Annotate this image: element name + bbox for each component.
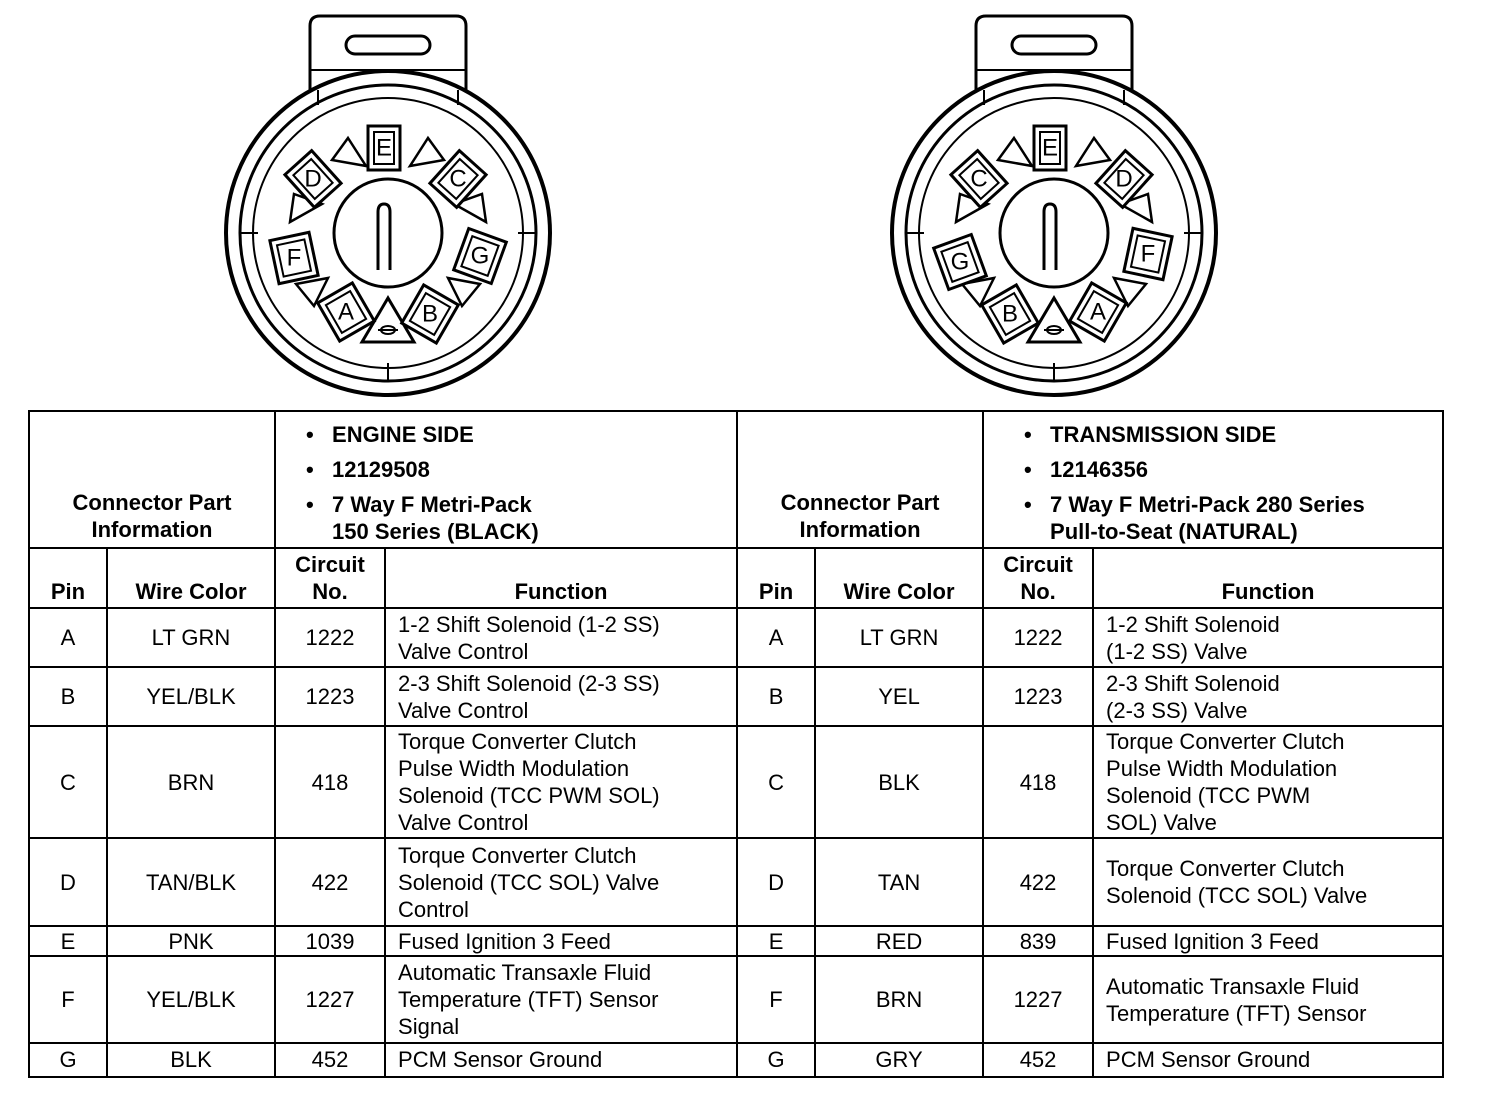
header-circuit-no: Circuit No. bbox=[275, 548, 385, 608]
function-line: (2-3 SS) Valve bbox=[1106, 697, 1248, 723]
function-line: Solenoid (TCC PWM bbox=[1106, 783, 1311, 809]
pin-rows bbox=[29, 608, 1443, 1077]
function-line: PCM Sensor Ground bbox=[1106, 1047, 1311, 1073]
pin-label-b: B bbox=[421, 300, 439, 328]
function-line: Valve Control bbox=[398, 810, 529, 836]
pin-label-g: G bbox=[950, 248, 970, 276]
pin-label-d: D bbox=[304, 165, 322, 193]
function-line: Signal bbox=[398, 1014, 460, 1040]
column-header-row bbox=[29, 548, 1443, 608]
function-line: Fused Ignition 3 Feed bbox=[398, 928, 611, 954]
function-cell bbox=[385, 608, 737, 667]
function-line: Torque Converter Clutch bbox=[398, 842, 637, 868]
function-line: Solenoid (TCC SOL) Valve bbox=[1106, 883, 1368, 909]
function-line: Control bbox=[398, 896, 469, 922]
header-wire-color: Wire Color bbox=[107, 548, 275, 608]
wire-color-cell: RED bbox=[815, 926, 983, 956]
pin-label-a: A bbox=[337, 298, 355, 326]
pin-cell: B bbox=[737, 667, 815, 726]
function-cell bbox=[1093, 726, 1443, 838]
wire-color-cell: YEL/BLK bbox=[107, 667, 275, 726]
function-line: Temperature (TFT) Sensor bbox=[1106, 1000, 1367, 1026]
function-cell bbox=[1093, 926, 1443, 956]
engine-side-connector-drawing bbox=[218, 8, 558, 398]
function-line: PCM Sensor Ground bbox=[398, 1047, 603, 1073]
wire-color-cell: LT GRN bbox=[815, 608, 983, 667]
function-cell bbox=[1093, 1043, 1443, 1077]
function-line: Valve Control bbox=[398, 638, 529, 664]
circuit-cell: 452 bbox=[983, 1043, 1093, 1077]
pin-cell: A bbox=[737, 608, 815, 667]
pin-label-b: B bbox=[1001, 300, 1019, 328]
function-cell bbox=[385, 726, 737, 838]
circuit-cell: 839 bbox=[983, 926, 1093, 956]
function-cell bbox=[1093, 608, 1443, 667]
pin-label-f: F bbox=[286, 244, 302, 272]
transmission-side-info bbox=[983, 411, 1443, 548]
circuit-cell: 422 bbox=[275, 838, 385, 926]
header-pin: Pin bbox=[737, 548, 815, 608]
transmission-side-connector-drawing bbox=[884, 8, 1224, 398]
function-line: 2-3 Shift Solenoid (2-3 SS) bbox=[398, 670, 660, 696]
table-row bbox=[29, 838, 1443, 926]
function-line: Pulse Width Modulation bbox=[1106, 756, 1338, 782]
pin-cell: D bbox=[29, 838, 107, 926]
function-cell bbox=[385, 667, 737, 726]
wire-color-cell: PNK bbox=[107, 926, 275, 956]
function-line: Automatic Transaxle Fluid bbox=[1106, 973, 1360, 999]
pin-label-g: G bbox=[470, 242, 490, 270]
info-item: • 12129508 bbox=[306, 456, 730, 483]
engine-side-connector-diagram bbox=[218, 8, 558, 398]
pin-cell: G bbox=[737, 1043, 815, 1077]
pin-cell: F bbox=[737, 956, 815, 1042]
circuit-cell: 1223 bbox=[275, 667, 385, 726]
function-line: 1-2 Shift Solenoid (1-2 SS) bbox=[398, 611, 660, 637]
pin-label-e: E bbox=[375, 134, 393, 162]
wire-color-cell: BRN bbox=[107, 726, 275, 838]
engine-side-info bbox=[275, 411, 737, 548]
wire-color-cell: BRN bbox=[815, 956, 983, 1042]
pin-cell: C bbox=[737, 726, 815, 838]
circuit-cell: 452 bbox=[275, 1043, 385, 1077]
function-line: Valve Control bbox=[398, 697, 529, 723]
wire-color-cell: TAN/BLK bbox=[107, 838, 275, 926]
circuit-cell: 1223 bbox=[983, 667, 1093, 726]
table-row bbox=[29, 726, 1443, 838]
function-cell bbox=[385, 956, 737, 1042]
table-row bbox=[29, 1043, 1443, 1077]
circuit-cell: 418 bbox=[983, 726, 1093, 838]
pinout-table bbox=[28, 410, 1444, 1078]
function-line: 1-2 Shift Solenoid bbox=[1106, 611, 1280, 637]
wire-color-cell: GRY bbox=[815, 1043, 983, 1077]
header-function: Function bbox=[385, 548, 737, 608]
wire-color-cell: TAN bbox=[815, 838, 983, 926]
header-wire-color: Wire Color bbox=[815, 548, 983, 608]
pin-label-c: C bbox=[449, 165, 467, 193]
function-cell bbox=[385, 838, 737, 926]
function-line: Torque Converter Clutch bbox=[1106, 729, 1345, 755]
pin-cell: F bbox=[29, 956, 107, 1042]
function-cell bbox=[1093, 838, 1443, 926]
transmission-connector-part-info-label: Connector Part Information bbox=[737, 411, 983, 548]
function-line: Automatic Transaxle Fluid bbox=[398, 960, 652, 986]
info-item: • 7 Way F Metri-Pack 280 Series Pull-to-Seat (NATURAL) bbox=[1024, 491, 1436, 545]
circuit-cell: 1222 bbox=[983, 608, 1093, 667]
function-line: Solenoid (TCC PWM SOL) bbox=[398, 783, 660, 809]
wire-color-cell: YEL/BLK bbox=[107, 956, 275, 1042]
info-item: • ENGINE SIDE bbox=[306, 421, 730, 448]
pin-cell: B bbox=[29, 667, 107, 726]
circuit-cell: 1222 bbox=[275, 608, 385, 667]
function-line: Solenoid (TCC SOL) Valve bbox=[398, 869, 660, 895]
circuit-cell: 1227 bbox=[983, 956, 1093, 1042]
function-line: Torque Converter Clutch bbox=[1106, 856, 1345, 882]
circuit-cell: 1227 bbox=[275, 956, 385, 1042]
pin-label-c: C bbox=[970, 165, 988, 193]
pin-cell: E bbox=[737, 926, 815, 956]
function-line: 2-3 Shift Solenoid bbox=[1106, 670, 1280, 696]
function-line: Temperature (TFT) Sensor bbox=[398, 987, 659, 1013]
function-cell bbox=[1093, 956, 1443, 1042]
info-item: • 7 Way F Metri-Pack 150 Series (BLACK) bbox=[306, 491, 730, 545]
function-cell bbox=[385, 1043, 737, 1077]
header-circuit-no: Circuit No. bbox=[983, 548, 1093, 608]
function-line: Fused Ignition 3 Feed bbox=[1106, 928, 1319, 954]
function-line: Pulse Width Modulation bbox=[398, 756, 630, 782]
table-row bbox=[29, 608, 1443, 667]
pin-cell: A bbox=[29, 608, 107, 667]
pin-cell: C bbox=[29, 726, 107, 838]
connector-info-row bbox=[29, 411, 1443, 548]
header-pin: Pin bbox=[29, 548, 107, 608]
transmission-side-connector-diagram bbox=[884, 8, 1224, 398]
info-item: • 12146356 bbox=[1024, 456, 1436, 483]
function-cell bbox=[385, 926, 737, 956]
header-function: Function bbox=[1093, 548, 1443, 608]
wire-color-cell: YEL bbox=[815, 667, 983, 726]
pin-label-f: F bbox=[1140, 240, 1156, 268]
wire-color-cell: BLK bbox=[107, 1043, 275, 1077]
table-row bbox=[29, 667, 1443, 726]
pin-label-a: A bbox=[1089, 298, 1107, 326]
function-line: Torque Converter Clutch bbox=[398, 729, 637, 755]
table-row bbox=[29, 926, 1443, 956]
function-line: (1-2 SS) Valve bbox=[1106, 638, 1248, 664]
wire-color-cell: BLK bbox=[815, 726, 983, 838]
circuit-cell: 1039 bbox=[275, 926, 385, 956]
wire-color-cell: LT GRN bbox=[107, 608, 275, 667]
info-item: • TRANSMISSION SIDE bbox=[1024, 421, 1436, 448]
function-cell bbox=[1093, 667, 1443, 726]
engine-connector-part-info-label: Connector Part Information bbox=[29, 411, 275, 548]
pin-cell: G bbox=[29, 1043, 107, 1077]
circuit-cell: 418 bbox=[275, 726, 385, 838]
table-row bbox=[29, 956, 1443, 1042]
pin-cell: E bbox=[29, 926, 107, 956]
pin-label-d: D bbox=[1115, 165, 1133, 193]
pin-label-e: E bbox=[1041, 134, 1059, 162]
function-line: SOL) Valve bbox=[1106, 810, 1217, 836]
pin-cell: D bbox=[737, 838, 815, 926]
circuit-cell: 422 bbox=[983, 838, 1093, 926]
